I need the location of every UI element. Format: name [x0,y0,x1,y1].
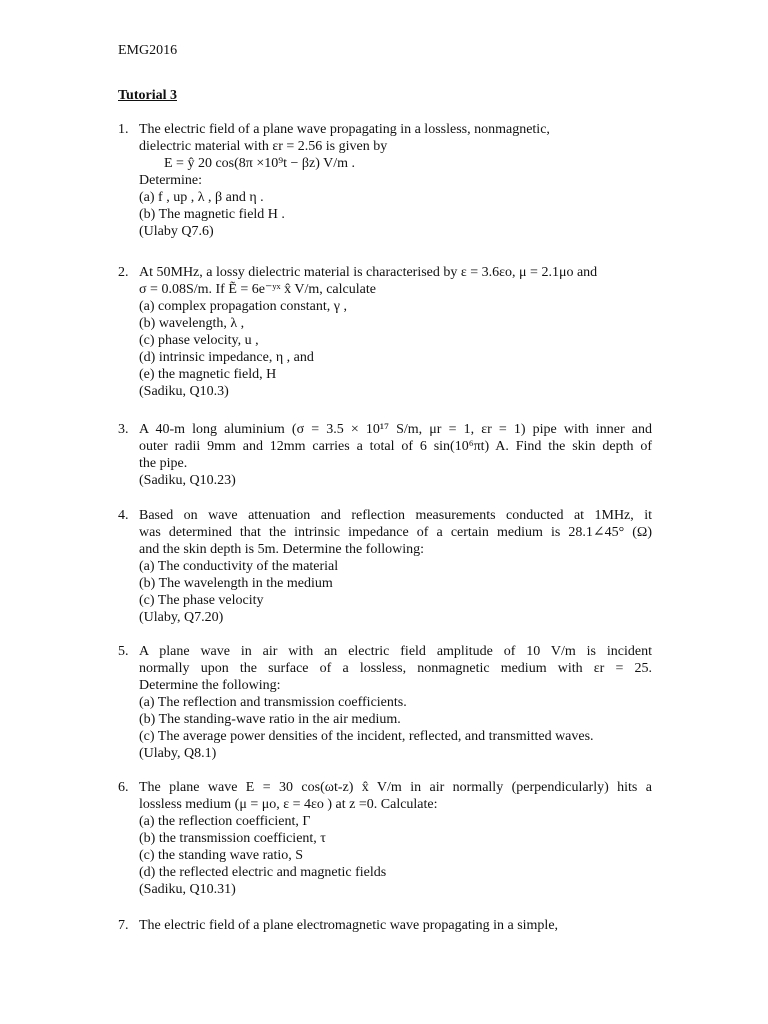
question-line: A plane wave in air with an electric field amplitude of 10 V/m is incident [139,644,652,659]
question-number: 7. [118,918,129,933]
question-line: (c) the standing wave ratio, S [139,848,304,863]
question-line: (a) complex propagation constant, γ , [139,299,347,314]
question-line: the pipe. [139,456,188,471]
question-line: (c) The average power densities of the incident, reflected, and transmitted waves. [139,729,594,744]
question-line: At 50MHz, a lossy dielectric material is characterised by ε = 3.6εo, μ = 2.1μo and [139,265,598,280]
question-line: (b) The standing-wave ratio in the air medium. [139,712,401,727]
question-number: 3. [118,422,129,437]
question-1 [118,121,652,240]
question-line: (d) the reflected electric and magnetic fields [139,865,387,880]
question-line: A 40-m long aluminium (σ = 3.5 × 10¹⁷ S/m, μr = 1, εr = 1) pipe with inner and [139,422,652,437]
question-line: (c) phase velocity, u , [139,333,259,348]
question-line: lossless medium (μ = μo, ε = 4εo ) at z =0. Calculate: [139,797,438,812]
question-number: 6. [118,780,129,795]
question-line: (e) the magnetic field, H [139,367,277,382]
question-line: Determine the following: [139,678,281,693]
question-number: 4. [118,508,129,523]
question-line: (a) The conductivity of the material [139,559,339,574]
question-line: Determine: [139,173,202,188]
question-5 [118,643,652,762]
question-reference: (Ulaby Q7.6) [139,224,214,239]
course-code: EMG2016 [118,43,178,58]
question-6 [118,779,652,898]
question-line: (a) the reflection coefficient, Γ [139,814,311,829]
question-line: The electric field of a plane wave propagating in a lossless, nonmagnetic, [139,122,550,137]
question-number: 5. [118,644,129,659]
question-reference: (Ulaby, Q8.1) [139,746,217,761]
question-line: The electric field of a plane electromagnetic wave propagating in a simple, [139,918,559,933]
question-line: (b) The wavelength in the medium [139,576,333,591]
question-reference: (Sadiku, Q10.3) [139,384,229,399]
question-line: was determined that the intrinsic impedance of a certain medium is 28.1∠45° (Ω) [139,525,652,540]
question-line: dielectric material with εr = 2.56 is given by [139,139,388,154]
question-line: (d) intrinsic impedance, η , and [139,350,314,365]
question-line: (c) The phase velocity [139,593,264,608]
question-7 [118,917,652,934]
question-reference: (Sadiku, Q10.31) [139,882,236,897]
question-line: (b) the transmission coefficient, τ [139,831,326,846]
question-2 [118,264,652,400]
question-3 [118,421,652,489]
question-number: 2. [118,265,129,280]
question-reference: (Ulaby, Q7.20) [139,610,224,625]
equation-line: E = ŷ 20 cos(8π ×10⁹t − βz) V/m . [164,156,356,171]
question-line: (b) wavelength, λ , [139,316,245,331]
question-line: Based on wave attenuation and reflection measurements conducted at 1MHz, it [139,508,652,523]
question-line: (a) f , up , λ , β and η . [139,190,264,205]
question-number: 1. [118,122,129,137]
question-line: outer radii 9mm and 12mm carries a total of 6 sin(10⁶πt) A. Find the skin depth of [139,439,652,454]
question-line: The plane wave E = 30 cos(ωt-z) x̂ V/m in air normally (perpendicularly) hits a [139,780,652,795]
tutorial-title: Tutorial 3 [118,88,177,103]
question-line: (a) The reflection and transmission coefficients. [139,695,407,710]
question-4 [118,507,652,626]
question-line: (b) The magnetic field H . [139,207,285,222]
question-line: σ = 0.08S/m. If Ẽ = 6e⁻ʸˣ x̂ V/m, calculate [139,282,376,297]
question-line: and the skin depth is 5m. Determine the following: [139,542,425,557]
question-line: normally upon the surface of a lossless, nonmagnetic medium with εr = 25. [139,661,652,676]
question-reference: (Sadiku, Q10.23) [139,473,236,488]
